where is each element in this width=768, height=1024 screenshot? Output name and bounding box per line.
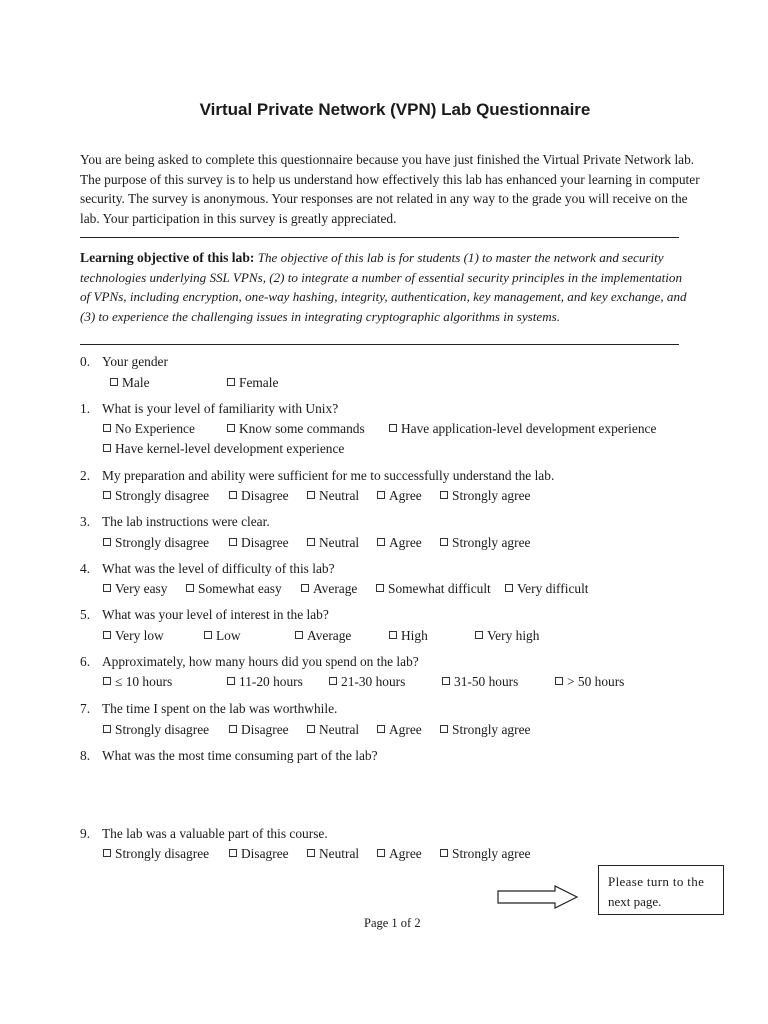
option-agree[interactable] <box>377 535 422 551</box>
checkbox-icon[interactable] <box>204 631 212 639</box>
option-label: Have application-level development experience <box>401 421 657 436</box>
option-neutral[interactable] <box>307 846 359 862</box>
option-disagree[interactable] <box>229 488 289 504</box>
option-label: Somewhat difficult <box>388 581 491 596</box>
option-label: 11-20 hours <box>239 674 303 689</box>
objective-line <box>80 248 712 268</box>
checkbox-icon[interactable] <box>307 725 315 733</box>
checkbox-icon[interactable] <box>377 725 385 733</box>
checkbox-icon[interactable] <box>103 677 111 685</box>
checkbox-icon[interactable] <box>229 491 237 499</box>
objective-label: Learning objective of this lab: <box>80 250 255 265</box>
checkbox-icon[interactable] <box>229 725 237 733</box>
checkbox-icon[interactable] <box>440 725 448 733</box>
checkbox-icon[interactable] <box>103 849 111 857</box>
checkbox-icon[interactable] <box>295 631 303 639</box>
divider <box>80 344 679 345</box>
right-arrow-icon <box>497 885 581 909</box>
checkbox-icon[interactable] <box>103 584 111 592</box>
option-label: Agree <box>389 846 422 861</box>
option-label: Very low <box>115 628 164 643</box>
objective-text: The objective of this lab is for students (1) to master the network and security <box>254 250 664 265</box>
option-strongly-agree[interactable] <box>440 488 530 504</box>
option-label: ≤ 10 hours <box>115 674 173 689</box>
intro-line: lab. Your participation in this survey is greatly appreciated. <box>80 211 397 227</box>
option-hours-gt-50[interactable] <box>555 674 624 690</box>
checkbox-icon[interactable] <box>440 538 448 546</box>
question-number: 2. <box>80 468 91 483</box>
option-somewhat-easy[interactable] <box>186 581 282 597</box>
option-application-level[interactable] <box>389 421 656 437</box>
option-label: Strongly agree <box>452 535 531 550</box>
checkbox-icon[interactable] <box>103 725 111 733</box>
checkbox-icon[interactable] <box>103 631 111 639</box>
checkbox-icon[interactable] <box>110 378 118 386</box>
question-number: 5. <box>80 607 91 622</box>
option-very-easy[interactable] <box>103 581 167 597</box>
option-label: Strongly agree <box>452 846 531 861</box>
option-label: Know some commands <box>239 421 365 436</box>
option-label: No Experience <box>115 421 195 436</box>
option-very-high[interactable] <box>475 628 539 644</box>
option-very-low[interactable] <box>103 628 164 644</box>
question-text: The lab was a valuable part of this course. <box>102 826 328 841</box>
checkbox-icon[interactable] <box>307 849 315 857</box>
checkbox-icon[interactable] <box>103 491 111 499</box>
option-no-experience[interactable] <box>103 421 195 437</box>
checkbox-icon[interactable] <box>377 538 385 546</box>
option-disagree[interactable] <box>229 535 289 551</box>
option-label: Disagree <box>241 722 289 737</box>
checkbox-icon[interactable] <box>505 584 513 592</box>
learning-objective <box>80 248 712 326</box>
objective-line: technologies underlying SSL VPNs, (2) to integrate a number of essential security principles in the implementation <box>80 269 682 285</box>
checkbox-icon[interactable] <box>307 538 315 546</box>
checkbox-icon[interactable] <box>377 849 385 857</box>
checkbox-icon[interactable] <box>440 491 448 499</box>
question-text: The lab instructions were clear. <box>102 514 270 529</box>
checkbox-icon[interactable] <box>329 677 337 685</box>
checkbox-icon[interactable] <box>229 538 237 546</box>
option-label: Very difficult <box>517 581 589 596</box>
option-label: Agree <box>389 488 422 503</box>
question-number: 0. <box>80 354 91 369</box>
next-page-note <box>598 865 724 915</box>
intro-paragraph <box>80 150 716 229</box>
option-label: Disagree <box>241 846 289 861</box>
option-label: Strongly disagree <box>115 846 210 861</box>
intro-line: The purpose of this survey is to help us understand how effectively this lab has enhanced your learning in computer <box>80 171 700 187</box>
option-label: Average <box>307 628 352 643</box>
question-number: 4. <box>80 561 91 576</box>
option-neutral[interactable] <box>307 535 359 551</box>
question-text: What is your level of familiarity with Unix? <box>102 401 339 416</box>
checkbox-icon[interactable] <box>307 491 315 499</box>
option-somewhat-difficult[interactable] <box>376 581 491 597</box>
option-strongly-disagree[interactable] <box>103 488 209 504</box>
option-label: Strongly disagree <box>115 488 210 503</box>
option-average[interactable] <box>295 628 351 644</box>
note-line: next page. <box>608 894 662 909</box>
option-average[interactable] <box>301 581 357 597</box>
question-text: Approximately, how many hours did you spend on the lab? <box>102 654 419 669</box>
option-label: Have kernel-level development experience <box>115 441 345 456</box>
option-neutral[interactable] <box>307 722 359 738</box>
checkbox-icon[interactable] <box>440 849 448 857</box>
page-title: Virtual Private Network (VPN) Lab Questionnaire <box>199 100 591 119</box>
option-female[interactable] <box>227 375 278 391</box>
page-number: Page 1 of 2 <box>364 916 421 930</box>
checkbox-icon[interactable] <box>389 631 397 639</box>
option-label: Disagree <box>241 535 289 550</box>
question-number: 3. <box>80 514 91 529</box>
question-number: 6. <box>80 654 91 669</box>
option-agree[interactable] <box>377 488 422 504</box>
checkbox-icon[interactable] <box>103 444 111 452</box>
option-label: Neutral <box>319 722 360 737</box>
checkbox-icon[interactable] <box>103 424 111 432</box>
checkbox-icon[interactable] <box>186 584 194 592</box>
option-disagree[interactable] <box>229 846 289 862</box>
checkbox-icon[interactable] <box>377 491 385 499</box>
intro-line: security. The survey is anonymous. Your responses are not related in any way to the grade you will receive on the <box>80 191 688 207</box>
checkbox-icon[interactable] <box>555 677 563 685</box>
option-label: 21-30 hours <box>341 674 406 689</box>
checkbox-icon[interactable] <box>227 378 235 386</box>
option-label: Strongly agree <box>452 722 531 737</box>
option-label: Somewhat easy <box>198 581 282 596</box>
option-label: Neutral <box>319 535 360 550</box>
question-number: 7. <box>80 701 91 716</box>
option-neutral[interactable] <box>307 488 359 504</box>
checkbox-icon[interactable] <box>475 631 483 639</box>
question-number: 8. <box>80 748 91 763</box>
checkbox-icon[interactable] <box>103 538 111 546</box>
objective-line: (3) to experience the challenging issues in integrating cryptographic algorithms in systems. <box>80 308 561 324</box>
option-hours-le-10[interactable] <box>103 674 172 690</box>
option-label: 31-50 hours <box>454 674 519 689</box>
checkbox-icon[interactable] <box>227 677 235 685</box>
question-text: What was your level of interest in the lab? <box>102 607 329 622</box>
option-very-difficult[interactable] <box>505 581 589 597</box>
objective-line: of VPNs, including encryption, one-way hashing, integrity, authentication, key management, and key exchange, and <box>80 289 687 305</box>
option-label: High <box>401 628 428 643</box>
option-male[interactable] <box>110 375 150 391</box>
question-text: My preparation and ability were sufficient for me to successfully understand the lab. <box>102 468 555 483</box>
option-label: > 50 hours <box>567 674 625 689</box>
checkbox-icon[interactable] <box>442 677 450 685</box>
option-label: Very easy <box>115 581 168 596</box>
option-kernel-level[interactable] <box>103 441 344 457</box>
question-text: What was the most time consuming part of the lab? <box>102 748 378 763</box>
option-label: Disagree <box>241 488 289 503</box>
option-label: Agree <box>389 535 422 550</box>
option-hours-11-20[interactable] <box>227 674 303 690</box>
question-number: 9. <box>80 826 91 841</box>
divider <box>80 237 679 238</box>
option-label: Neutral <box>319 846 360 861</box>
option-high[interactable] <box>389 628 428 644</box>
intro-line: You are being asked to complete this questionnaire because you have just finished the Virtual Private Network lab. <box>80 152 695 167</box>
option-label: Neutral <box>319 488 360 503</box>
checkbox-icon[interactable] <box>227 424 235 432</box>
option-label: Female <box>239 375 279 390</box>
question-text: The time I spent on the lab was worthwhile. <box>102 701 338 716</box>
option-strongly-agree[interactable] <box>440 722 530 738</box>
option-label: Agree <box>389 722 422 737</box>
option-agree[interactable] <box>377 722 422 738</box>
option-hours-31-50[interactable] <box>442 674 518 690</box>
option-know-some-commands[interactable] <box>227 421 365 437</box>
option-strongly-agree[interactable] <box>440 535 530 551</box>
checkbox-icon[interactable] <box>389 424 397 432</box>
option-label: Male <box>122 375 150 390</box>
checkbox-icon[interactable] <box>376 584 384 592</box>
option-label: Average <box>313 581 358 596</box>
option-label: Strongly agree <box>452 488 531 503</box>
option-hours-21-30[interactable] <box>329 674 405 690</box>
note-line: Please turn to the <box>608 874 705 889</box>
option-low[interactable] <box>204 628 241 644</box>
option-strongly-disagree[interactable] <box>103 846 209 862</box>
question-text: Your gender <box>102 354 168 369</box>
checkbox-icon[interactable] <box>301 584 309 592</box>
option-label: Strongly disagree <box>115 722 210 737</box>
option-label: Very high <box>487 628 540 643</box>
option-strongly-agree[interactable] <box>440 846 530 862</box>
option-strongly-disagree[interactable] <box>103 535 209 551</box>
option-agree[interactable] <box>377 846 422 862</box>
checkbox-icon[interactable] <box>229 849 237 857</box>
question-number: 1. <box>80 401 91 416</box>
option-label: Low <box>216 628 241 643</box>
option-strongly-disagree[interactable] <box>103 722 209 738</box>
option-label: Strongly disagree <box>115 535 210 550</box>
option-disagree[interactable] <box>229 722 289 738</box>
question-text: What was the level of difficulty of this lab? <box>102 561 335 576</box>
